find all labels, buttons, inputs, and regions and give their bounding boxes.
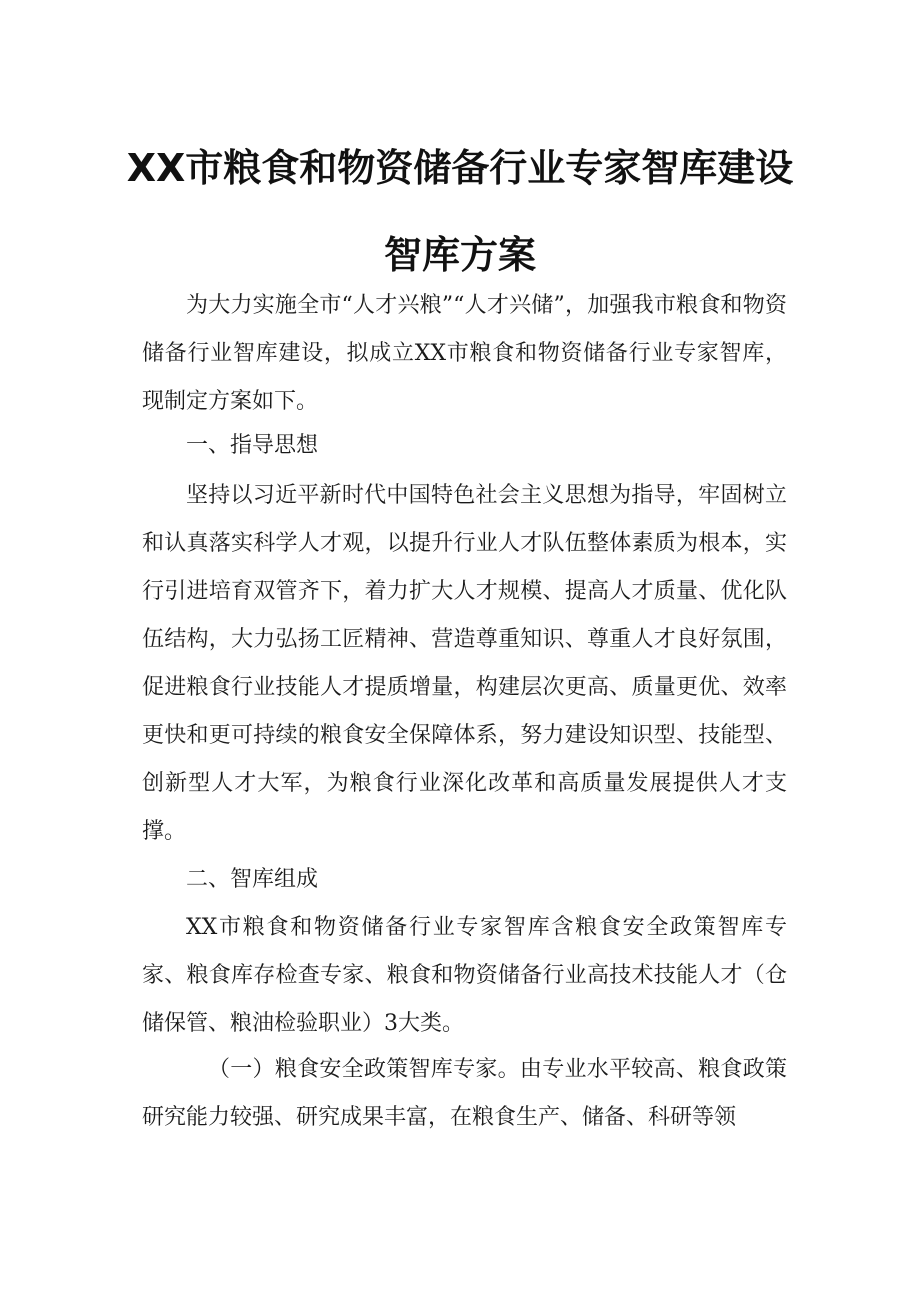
- section-heading-guiding-ideology: 一、指导思想: [186, 433, 319, 458]
- guiding-ideology-paragraph: 坚持以习近平新时代中国特色社会主义思想为指导，牢固树立和认真落实科学人才观，以提升行业人才队伍整体素质为根本，实行引进培育双管齐下，着力扩大人才规模、提高人才质量、优化队伍结构，大力弘扬工匠精神、营造尊重知识、尊重人才良好氛围，促进粮食行业技能人才提质增量，构建层次更高、质量更优、效率更快和更可持续的粮食安全保障体系，努力建设知识型、技能型、创新型人才大军，为粮食行业深化改革和高质量发展提供人才支撑。: [142, 483, 787, 844]
- composition-paragraph: XX市粮食和物资储备行业专家智库含粮食安全政策智库专家、粮食库存检查专家、粮食和物资储备行业高技术技能人才（仓储保管、粮油检验职业）3大类。: [142, 915, 787, 1036]
- intro-paragraph: 为大力实施全市“人才兴粮”“人才兴储”，加强我市粮食和物资储备行业智库建设，拟成立XX市粮食和物资储备行业专家智库，现制定方案如下。: [142, 293, 787, 414]
- section-heading-composition: 二、智库组成: [186, 867, 319, 892]
- subsection-policy-experts-paragraph: （一）粮食安全政策智库专家。由专业水平较高、粮食政策研究能力较强、研究成果丰富，在粮食生产、储备、科研等领: [142, 1057, 787, 1130]
- document-title-line-2: 智库方案: [383, 233, 536, 277]
- document-title-line-1: XX市粮食和物资储备行业专家智库建设: [126, 146, 794, 190]
